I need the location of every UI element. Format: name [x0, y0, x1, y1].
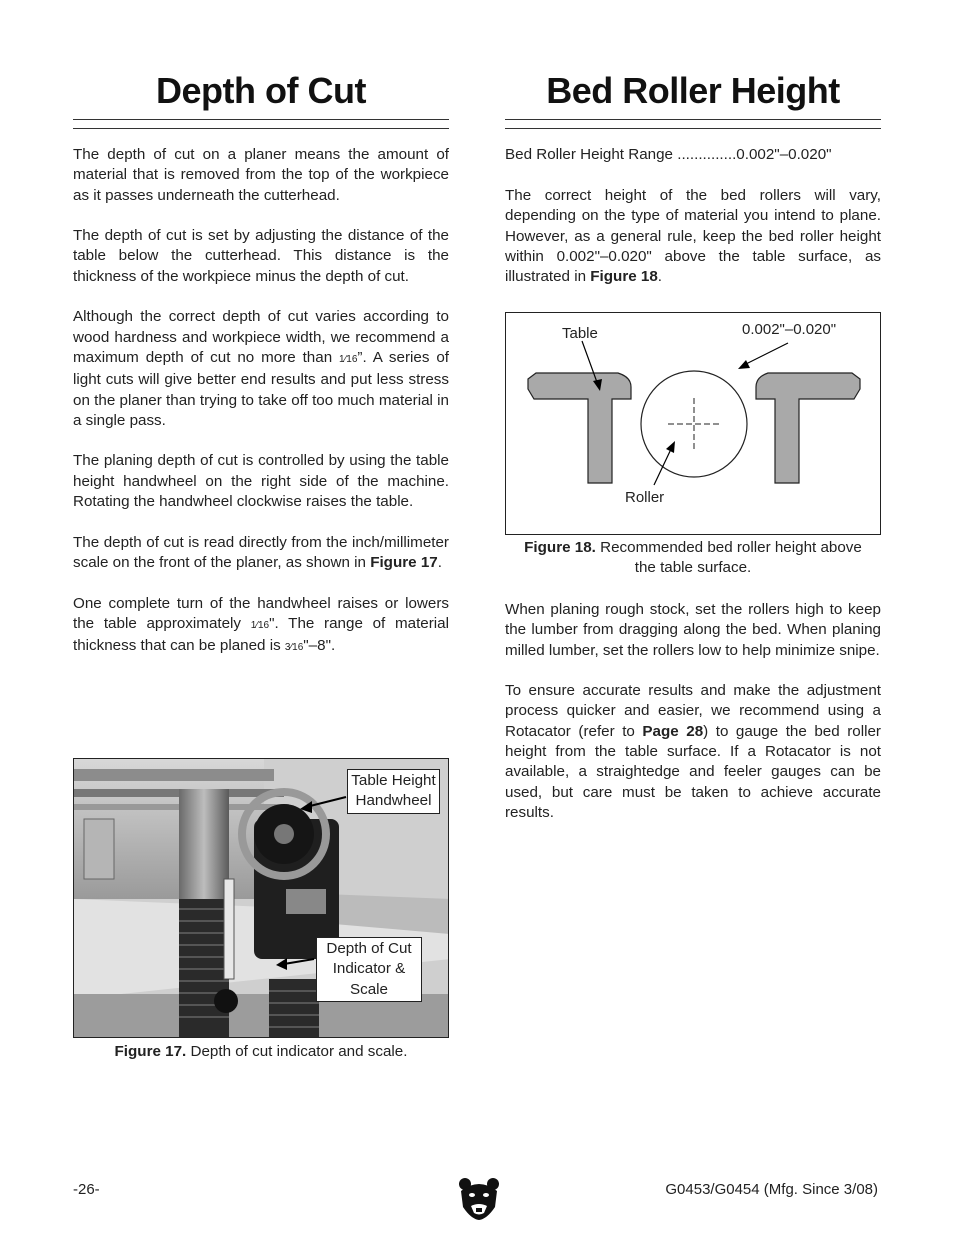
figure-17-caption: Figure 17. Depth of cut indicator and scale.	[114, 1043, 408, 1060]
depth-of-cut-scale-callout: Depth of Cut Indicator & Scale	[316, 937, 422, 1002]
paragraph: The planing depth of cut is controlled by using the table height handwheel on the right side of the machine. Rotating the handwheel clockwise raises the table.	[73, 452, 449, 511]
paragraph: When planing rough stock, set the rollers high to keep the lumber from dragging along the bed. When planing milled lumber, set the rollers low to help minimize snipe.	[505, 601, 881, 659]
figure-17-photo	[73, 758, 449, 1038]
fraction: 1⁄16	[339, 353, 358, 365]
heading-rule-bottom	[505, 128, 881, 129]
range-label: 0.002"–0.020"	[742, 321, 837, 338]
heading-rule-bottom	[73, 128, 449, 129]
paragraph: To ensure accurate results and make the adjustment process quicker and easier, we recommend using a Rotacator (refer to Page 28) to gauge the bed roller height from the table surface. If a Rotacator is not available, a straightedge and feeler gauges can be used, but care must be taken to achieve accurate results.	[505, 682, 881, 821]
fraction: 1⁄16	[250, 619, 270, 631]
bed-roller-body-top	[505, 186, 881, 308]
depth-of-cut-body	[73, 145, 449, 679]
bed-roller-height-heading: Bed Roller Height	[546, 70, 840, 111]
bear-head-logo-icon	[457, 1175, 501, 1221]
heading-rule-top	[505, 119, 881, 120]
figure-18-diagram	[505, 312, 881, 535]
paragraph: The depth of cut on a planer means the amount of material that is removed from the top of the workpiece as it passes underneath the cutterhead.	[73, 146, 449, 204]
figure-reference: Figure 18	[590, 268, 658, 286]
depth-of-cut-heading: Depth of Cut	[156, 70, 366, 111]
paragraph: Although the correct depth of cut varies according to wood hardness and workpiece width, we recommend a maximum depth of cut no more than 1⁄16”. A series of light cuts will give better end results and put less stress on the planer than trying to take off too much material in a single pass.	[73, 308, 449, 429]
model-number: G0453/G0454 (Mfg. Since 3/08)	[665, 1181, 878, 1198]
bed-roller-diagram	[506, 313, 881, 535]
page-number: -26-	[73, 1181, 100, 1198]
bed-roller-body-bottom	[505, 600, 881, 844]
paragraph: The depth of cut is set by adjusting the distance of the table below the cutterhead. This distance is the thickness of the workpiece minus the depth of cut.	[73, 227, 449, 285]
figure-reference: Figure 17	[370, 553, 438, 571]
fraction: 3⁄16	[284, 642, 304, 654]
table-label: Table	[562, 325, 598, 342]
table-height-handwheel-callout: Table Height Handwheel	[347, 769, 440, 814]
paragraph: One complete turn of the handwheel raises or lowers the table approximately 1⁄16". The range of material thickness that can be planed is 3⁄16"–8".	[73, 594, 450, 655]
spec-line: Bed Roller Height Range ..............0.002"–0.020"	[505, 146, 832, 163]
heading-rule-top	[73, 119, 449, 120]
paragraph: The depth of cut is read directly from the inch/millimeter scale on the front of the planer, as shown in Figure 17.	[73, 533, 449, 571]
paragraph: The correct height of the bed rollers will vary, depending on the type of material you intend to plane. However, as a general rule, keep the bed roller height within 0.002"–0.020" above the table surface, as illustrated in Figure 18.	[505, 187, 881, 286]
page-reference: Page 28	[642, 722, 704, 740]
figure-18-caption: Figure 18. Recommended bed roller height above the table surface.	[524, 539, 862, 577]
roller-label: Roller	[625, 489, 665, 506]
